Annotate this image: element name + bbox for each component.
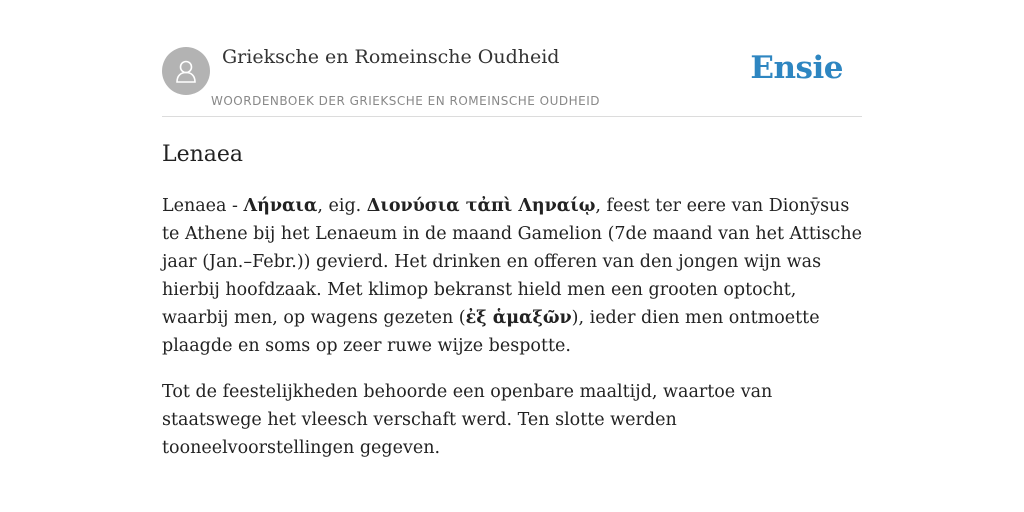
greek-term: Λήναια: [243, 196, 318, 216]
paragraph-text: Lenaea -: [162, 196, 244, 216]
author-avatar[interactable]: [162, 47, 210, 95]
article-body: [162, 140, 862, 462]
article-paragraph-1: [162, 192, 862, 360]
site-subtitle: WOORDENBOEK DER GRIEKSCHE EN ROMEINSCHE OUDHEID: [211, 94, 601, 108]
article-title: Lenaea: [162, 142, 244, 167]
user-icon: [172, 57, 200, 85]
greek-term: ἐξ ἁμαξῶν: [465, 308, 572, 328]
ensie-logo[interactable]: Ensie: [750, 50, 843, 86]
paragraph-text: , eig.: [317, 196, 367, 216]
article-paragraph-2: Tot de feestelijkheden behoorde een openbare maaltijd, waartoe van staatswege het vleesch verschaft werd. Ten slotte werden tooneelvoorstellingen gegeven.: [162, 382, 773, 458]
greek-term: Διονύσια τἀπὶ Ληναίῳ: [366, 196, 596, 216]
paragraph-text: ), ieder dien men ontmoette plaagde en soms op zeer ruwe wijze bespotte.: [162, 308, 820, 356]
site-header: [162, 40, 862, 117]
site-title[interactable]: Grieksche en Romeinsche Oudheid: [222, 46, 560, 68]
paragraph-text: , feest ter eere van Dionȳsus te Athene bij het Lenaeum in de maand Gamelion (7de maand van het Attische jaar (Jan.–Febr.)) gevierd. Het drinken en offeren van den jongen wijn was hierbij hoofdzaak. Met klimop bekranst hield men een grooten optocht, waarbij men, op wagens gezeten (: [162, 196, 862, 328]
